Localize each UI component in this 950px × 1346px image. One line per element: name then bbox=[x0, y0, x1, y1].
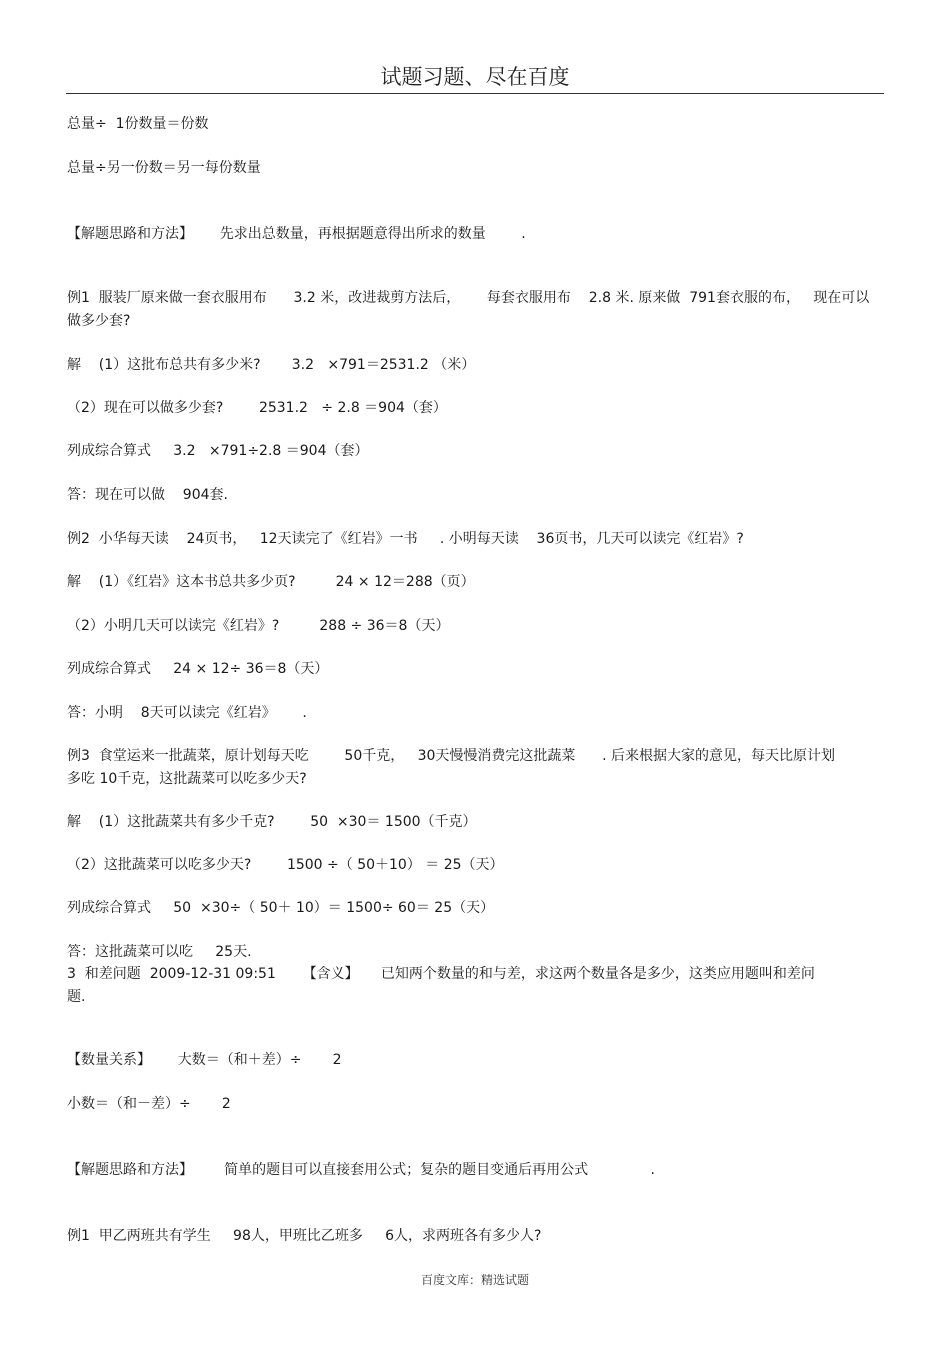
text-line: 总量÷另一份数＝另一每份数量 bbox=[67, 160, 261, 176]
text-line: 答：这批蔬菜可以吃 25天. bbox=[67, 944, 252, 960]
text-line: 例3 食堂运来一批蔬菜，原计划每天吃 50千克， 30天慢慢消费完这批蔬菜 . 后来根据大家的意见，每天比原计划 bbox=[67, 748, 835, 764]
text-line: 【解题思路和方法】 简单的题目可以直接套用公式；复杂的题目变通后再用公式 . bbox=[67, 1162, 655, 1178]
text-line: 解 (1）《红岩》这本书总共多少页? 24 × 12＝288（页） bbox=[67, 574, 475, 590]
text-line: 【数量关系】 大数＝（和＋差）÷ 2 bbox=[67, 1052, 342, 1068]
text-line: 列成综合算式 24 × 12÷ 36＝8（天） bbox=[67, 661, 329, 677]
text-line: 例1 甲乙两班共有学生 98人，甲班比乙班多 6人，求两班各有多少人? bbox=[67, 1228, 542, 1244]
text-line: 答：小明 8天可以读完《红岩》 . bbox=[67, 705, 307, 721]
text-line: 列成综合算式 3.2 ×791÷2.8 ＝904（套） bbox=[67, 443, 369, 459]
text-line: （2）现在可以做多少套? 2531.2 ÷ 2.8 ＝904（套） bbox=[67, 400, 447, 416]
text-line: 例2 小华每天读 24页书， 12天读完了《红岩》一书 . 小明每天读 36页书，几天可以读完《红岩》? bbox=[67, 531, 744, 547]
text-line: 解 (1）这批布总共有多少米? 3.2 ×791＝2531.2 （米） bbox=[67, 357, 476, 373]
text-line: （2）小明几天可以读完《红岩》? 288 ÷ 36＝8（天） bbox=[67, 618, 450, 634]
text-line: 题. bbox=[67, 989, 86, 1005]
text-line: 答：现在可以做 904套. bbox=[67, 487, 228, 503]
text-line: 列成综合算式 50 ×30÷（ 50＋ 10）＝ 1500÷ 60＝ 25（天） bbox=[67, 900, 495, 916]
page-title: 试题习题、尽在百度 bbox=[380, 65, 570, 89]
text-line: 多吃 10千克，这批蔬菜可以吃多少天? bbox=[67, 771, 307, 787]
text-line: 做多少套? bbox=[67, 313, 131, 329]
text-line: 总量÷ 1份数量＝份数 bbox=[67, 116, 209, 132]
text-line: 3 和差问题 2009-12-31 09:51 【含义】 已知两个数量的和与差，求这两个数量各是多少，这类应用题叫和差问 bbox=[67, 966, 815, 982]
text-line: 例1 服装厂原来做一套衣服用布 3.2 米，改进裁剪方法后， 每套衣服用布 2.8 米. 原来做 791套衣服的布， 现在可以 bbox=[67, 290, 870, 306]
text-line: （2）这批蔬菜可以吃多少天? 1500 ÷（ 50＋10） ＝ 25（天） bbox=[67, 857, 504, 873]
header-divider bbox=[66, 93, 884, 94]
text-line: 小数＝（和－差）÷ 2 bbox=[67, 1096, 231, 1112]
page-footer: 百度文库：精选试题 bbox=[420, 1273, 529, 1287]
text-line: 【解题思路和方法】 先求出总数量，再根据题意得出所求的数量 . bbox=[67, 226, 526, 242]
text-line: 解 (1）这批蔬菜共有多少千克? 50 ×30＝ 1500（千克） bbox=[67, 814, 477, 830]
